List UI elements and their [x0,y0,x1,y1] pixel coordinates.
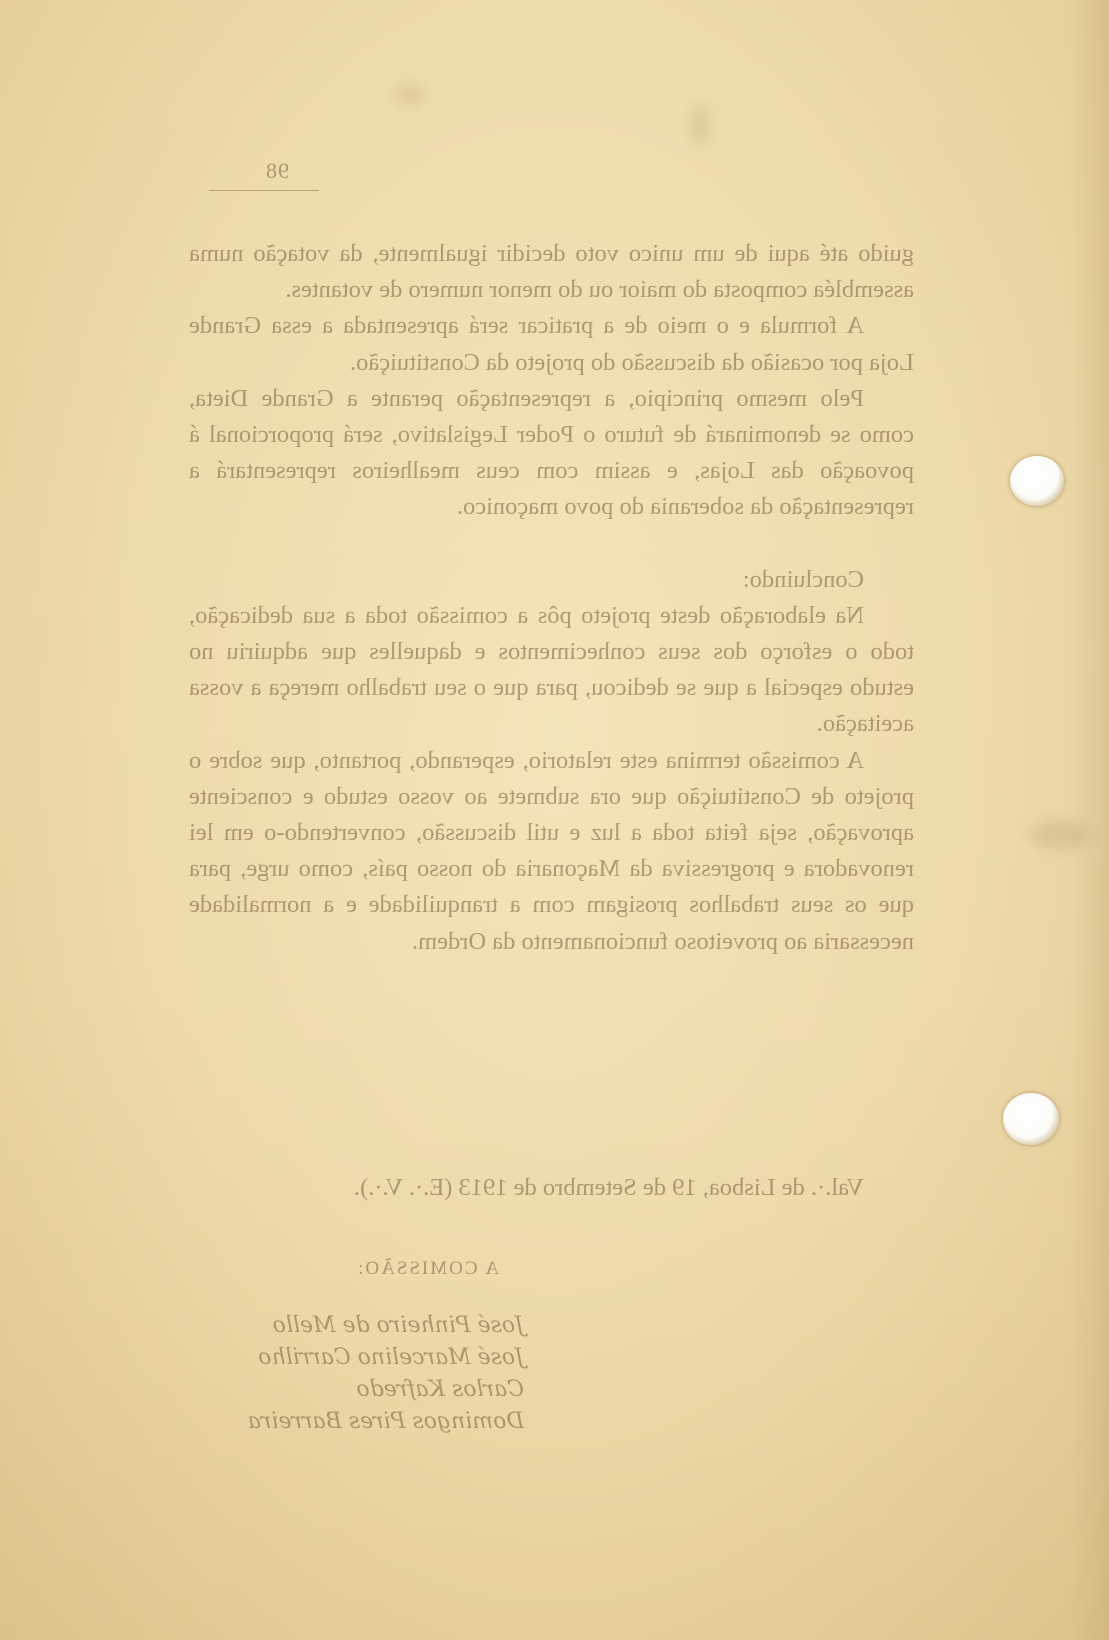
paragraph: Na elaboração deste projeto pôs a comissão toda a sua dedicação, todo o esforço dos seus conhecimentos e daquelles que adquiriu no estudo especial a que se dedicou, para que o seu trabalho mereça a vossa aceitação. [189,601,914,738]
commission-title: A COMISSÃO: [356,1258,499,1279]
ink-smudge [395,85,425,105]
paragraph: guido até aqui de um unico voto decidir igualmente, da votação numa assembléa composta do maior ou do menor numero de votantes. [189,240,914,304]
edge-stain [1069,0,1109,1640]
signature: José Pinheiro de Mello [272,1313,524,1338]
punch-hole [1003,1093,1059,1145]
paragraph: A comissão termina este relatorio, esperando, portanto, que sobre o projeto de Constituição que ora submete ao vosso estudo e consciente aprovação, seja feita toda a luz e util discussão, convertendo-o em lei renovadora e progressiva da Maçonaria do nosso país, como urge, para que os seus trabalhos prosigam com a tranquilidade e a normalidade necessaria ao proveitoso funcionamento da Ordem. [189,746,914,955]
body-text [189,236,914,960]
signature: José Marcelino Carrilho [258,1345,524,1370]
signature: Carlos Kafredo [356,1377,524,1402]
paragraph: A formula e o meio de a praticar será apresentada a essa Grande Loja por ocasião da discussão do projeto da Constituição. [189,312,914,376]
punch-hole [1010,456,1064,506]
paragraph-concluding: Concluindo: [742,565,864,593]
signature-block [224,1310,524,1438]
signature: Domingos Pires Barreira [247,1409,524,1434]
page-number-rule [209,190,319,191]
page-number: 98 [265,158,289,183]
ink-smudge [690,105,710,145]
paragraph: Pelo mesmo principio, a representação perante a Grande Dieta, como se denominará de futuro o Poder Legislativo, será proporcional á povoação das Lojas, e assim com ceus mealheiros representará a representação da soberania do povo maçonico. [189,384,914,521]
date-line: Val.·. de Lisboa, 19 de Setembro de 1913 (E.·. V.·.). [353,1174,864,1201]
